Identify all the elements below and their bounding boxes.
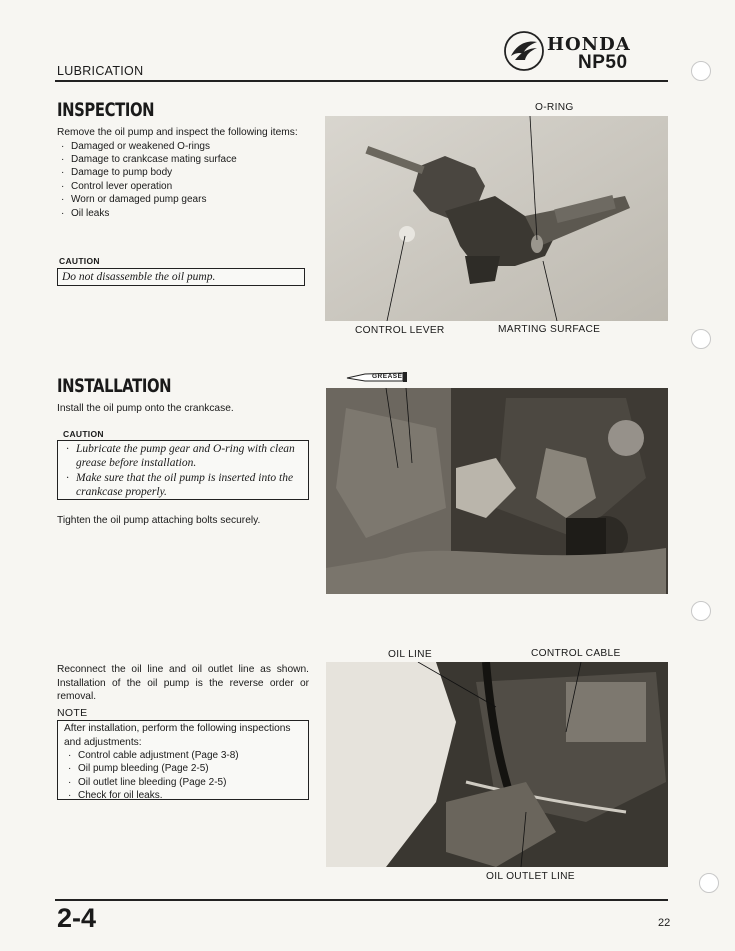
note-list: [58, 749, 308, 803]
grease-label: GREASE: [372, 373, 403, 380]
list-item: · Worn or damaged pump gears: [61, 193, 307, 206]
installation-photo: [326, 388, 668, 594]
list-item: · Control lever operation: [61, 180, 307, 193]
inspection-body: [57, 126, 307, 220]
oil-line-photo: [326, 662, 668, 867]
binder-hole: [691, 61, 711, 81]
list-item: · Oil pump bleeding (Page 2-5): [68, 762, 308, 775]
note-label: NOTE: [57, 707, 88, 719]
binder-hole: [699, 873, 719, 893]
model-name: NP50: [578, 52, 628, 73]
control-cable-label: CONTROL CABLE: [531, 648, 621, 659]
caution-item-text: Make sure that the oil pump is inserted into the crankcase properly.: [76, 472, 294, 498]
caution-box: [57, 440, 309, 500]
page-code: 2-4: [57, 903, 97, 933]
note-intro: After installation, perform the following inspections and adjustments:: [64, 723, 291, 748]
caution-label: CAUTION: [63, 429, 104, 439]
binder-hole: [691, 601, 711, 621]
note-box: [57, 720, 309, 800]
brand-name: HONDA: [547, 34, 631, 55]
page-number: 22: [658, 917, 671, 929]
control-lever-label: CONTROL LEVER: [355, 325, 445, 336]
oring-label: O-RING: [535, 102, 574, 113]
caution-box: [57, 268, 305, 286]
inspection-list: [57, 140, 307, 220]
list-item: · Check for oil leaks.: [68, 789, 308, 802]
footer-rule: [55, 899, 668, 901]
oil-pump-photo: [325, 116, 668, 321]
inspection-heading: INSPECTION: [57, 99, 155, 121]
list-item: · Oil leaks: [61, 207, 307, 220]
reconnect-text: Reconnect the oil line and oil outlet line as shown. Installation of the oil pump is the reverse order or removal.: [57, 664, 309, 702]
caution-item: · Lubricate the pump gear and O-ring with clean grease before installation.: [66, 443, 295, 469]
list-item: · Damage to pump body: [61, 166, 307, 179]
binder-hole: [691, 329, 711, 349]
mating-surface-label: MARTING SURFACE: [498, 324, 601, 335]
caution-text: Do not disassemble the oil pump.: [62, 271, 216, 283]
oil-line-label: OIL LINE: [388, 649, 432, 660]
header-rule: [55, 80, 668, 82]
caution-item-text: Lubricate the pump gear and O-ring with clean grease before installation.: [76, 443, 295, 469]
list-item: · Control cable adjustment (Page 3-8): [68, 749, 308, 762]
list-item: · Damaged or weakened O-rings: [61, 140, 307, 153]
caution-label: CAUTION: [59, 256, 100, 266]
list-item: · Oil outlet line bleeding (Page 2-5): [68, 776, 308, 789]
inspection-intro: Remove the oil pump and inspect the following items:: [57, 127, 298, 138]
caution-item: · Make sure that the oil pump is inserted into the crankcase properly.: [66, 472, 294, 498]
installation-heading: INSTALLATION: [57, 375, 172, 397]
installation-intro: Install the oil pump onto the crankcase.: [57, 403, 234, 414]
honda-wing-logo-icon: [503, 30, 545, 77]
oil-outlet-line-label: OIL OUTLET LINE: [486, 871, 575, 882]
section-title: LUBRICATION: [57, 64, 144, 78]
list-item: · Damage to crankcase mating surface: [61, 153, 307, 166]
tighten-instruction: Tighten the oil pump attaching bolts securely.: [57, 515, 261, 526]
